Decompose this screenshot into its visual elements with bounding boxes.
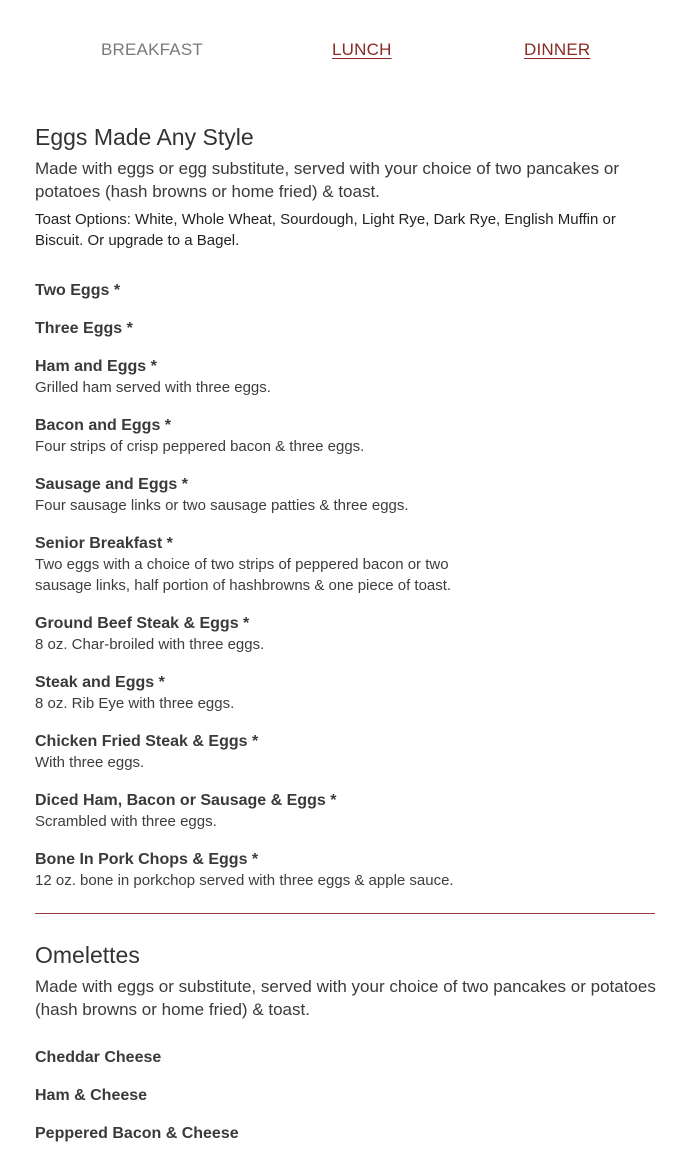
menu-item-name: Senior Breakfast * [35, 535, 173, 552]
menu-item [35, 357, 660, 398]
menu-item [35, 791, 660, 832]
menu-item-description: Four strips of crisp peppered bacon & three eggs. [35, 438, 365, 455]
menu-item [35, 1048, 660, 1068]
section-divider [35, 913, 655, 914]
section-description: Made with eggs or egg substitute, served with your choice of two pancakes or potatoes (hash browns or home fried) & toast. [35, 159, 619, 201]
menu-item [35, 614, 660, 655]
menu-item [35, 850, 660, 891]
menu-item-description: Four sausage links or two sausage patties & three eggs. [35, 497, 409, 514]
section-description: Made with eggs or substitute, served with your choice of two pancakes or potatoes (hash browns or home fried) & toast. [35, 977, 656, 1019]
menu-item-description: 12 oz. bone in porkchop served with three eggs & apple sauce. [35, 872, 454, 889]
tab-dinner[interactable]: DINNER [524, 40, 591, 59]
menu-item-description: Two eggs with a choice of two strips of peppered bacon or two sausage links, half portion of hashbrowns & one piece of toast. [35, 556, 452, 594]
menu-item [35, 1124, 660, 1144]
menu-item [35, 534, 660, 596]
menu-item-name: Chicken Fried Steak & Eggs * [35, 733, 259, 750]
eggs-section [35, 122, 660, 891]
menu-item [35, 673, 660, 714]
menu-item [35, 281, 660, 301]
tab-lunch[interactable]: LUNCH [332, 40, 392, 59]
eggs-item-list [35, 281, 660, 891]
menu-item-name: Peppered Bacon & Cheese [35, 1125, 239, 1142]
menu-item [35, 1086, 660, 1106]
menu-item-name: Steak and Eggs * [35, 674, 165, 691]
omelettes-item-list [35, 1048, 660, 1144]
tab-breakfast[interactable]: BREAKFAST [101, 40, 203, 59]
menu-item-name: Bone In Pork Chops & Eggs * [35, 851, 259, 868]
menu-item-description: With three eggs. [35, 754, 145, 771]
menu-item-name: Ham and Eggs * [35, 358, 157, 375]
menu-item [35, 732, 660, 773]
menu-tabs [0, 40, 690, 66]
menu-content [35, 122, 660, 1159]
menu-item-name: Bacon and Eggs * [35, 417, 172, 434]
section-title: Omelettes [35, 942, 140, 968]
menu-item-name: Two Eggs * [35, 282, 121, 299]
section-title: Eggs Made Any Style [35, 124, 254, 150]
toast-options-note: Toast Options: White, Whole Wheat, Sourdough, Light Rye, Dark Rye, English Muffin or Biscuit. Or upgrade to a Bagel. [35, 211, 616, 249]
menu-item-description: Grilled ham served with three eggs. [35, 379, 271, 396]
menu-item-description: 8 oz. Rib Eye with three eggs. [35, 695, 235, 712]
menu-item-description: 8 oz. Char-broiled with three eggs. [35, 636, 265, 653]
menu-item-name: Ham & Cheese [35, 1087, 148, 1104]
menu-item-description: Scrambled with three eggs. [35, 813, 217, 830]
omelettes-section [35, 940, 660, 1144]
menu-item [35, 319, 660, 339]
menu-item-name: Cheddar Cheese [35, 1049, 162, 1066]
menu-item-name: Diced Ham, Bacon or Sausage & Eggs * [35, 792, 337, 809]
menu-item-name: Ground Beef Steak & Eggs * [35, 615, 250, 632]
menu-item-name: Three Eggs * [35, 320, 133, 337]
menu-item [35, 475, 660, 516]
menu-item-name: Sausage and Eggs * [35, 476, 188, 493]
menu-item [35, 416, 660, 457]
